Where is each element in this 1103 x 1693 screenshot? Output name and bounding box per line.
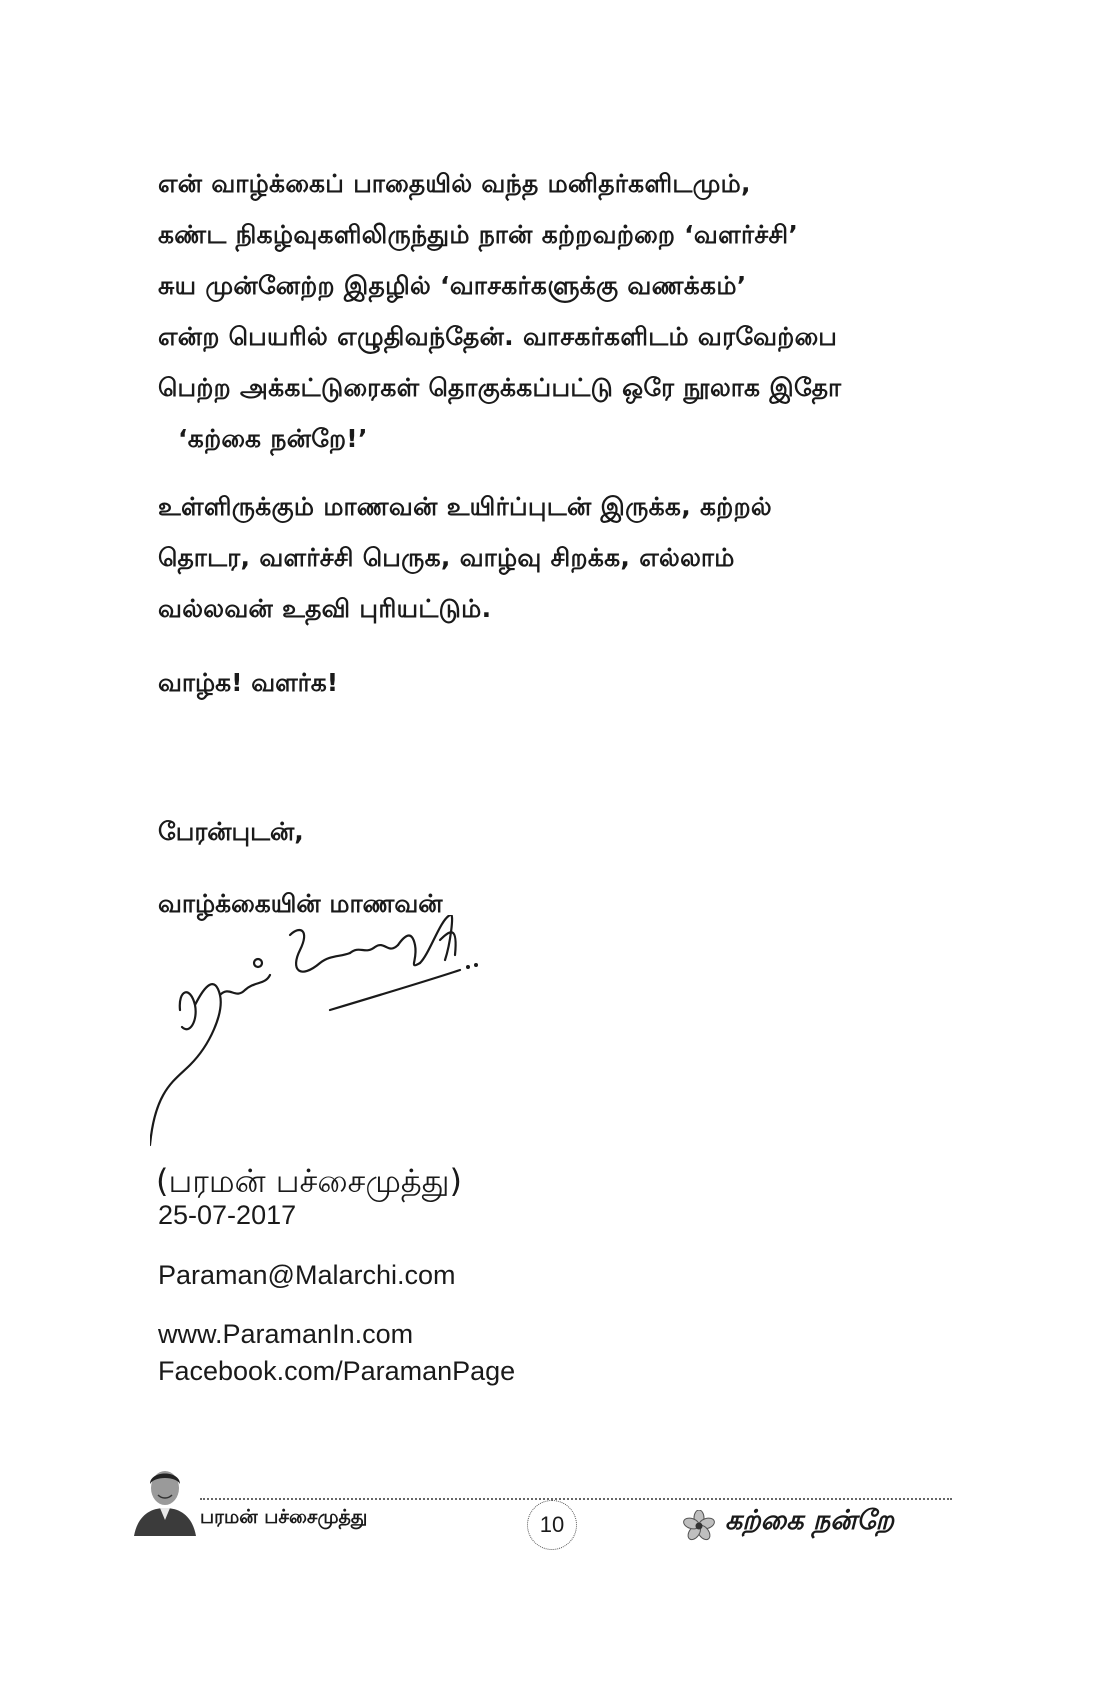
paragraph-line: கண்ட நிகழ்வுகளிலிருந்தும் நான் கற்றவற்றை ‘வளர்ச்சி’: [158, 220, 799, 249]
facebook-link[interactable]: Facebook.com/ParamanPage: [158, 1356, 516, 1386]
email-link[interactable]: Paraman@Malarchi.com: [158, 1260, 456, 1290]
letter-date: 25-07-2017: [158, 1200, 297, 1230]
paragraph-line: ‘கற்கை நன்றே!’: [178, 424, 368, 453]
paragraph-line: என்ற பெயரில் எழுதிவந்தேன். வாசகர்களிடம் வரவேற்பை: [158, 322, 838, 351]
intro-paragraph: [158, 158, 958, 464]
flower-icon: [683, 1510, 715, 1542]
paragraph-line: வல்லவன் உதவி புரியட்டும்.: [158, 594, 492, 623]
footer-author-name: பரமன் பச்சைமுத்து: [200, 1506, 368, 1528]
paragraph-line: பெற்ற அக்கட்டுரைகள் தொகுக்கப்பட்டு ஒரே நூலாக இதோ: [158, 373, 842, 402]
signer-title: வாழ்க்கையின் மாணவன்: [158, 889, 443, 918]
blessing-text: வாழ்க! வளர்க!: [158, 668, 339, 697]
website-link[interactable]: www.ParamanIn.com: [158, 1319, 414, 1349]
paragraph-line: தொடர, வளர்ச்சி பெருக, வாழ்வு சிறக்க, எல்லாம்: [158, 543, 735, 572]
paragraph-line: உள்ளிருக்கும் மாணவன் உயிர்ப்புடன் இருக்க, கற்றல்: [158, 492, 772, 521]
footer-book-title: கற்கை நன்றே: [725, 1505, 894, 1536]
signer-name: (பரமன் பச்சைமுத்து): [156, 1162, 462, 1200]
wish-paragraph: [158, 481, 958, 634]
paragraph-line: என் வாழ்க்கைப் பாதையில் வந்த மனிதர்களிடமும்,: [158, 169, 751, 198]
salutation-text: பேரன்புடன்,: [158, 817, 304, 846]
paragraph-line: சுய முன்னேற்ற இதழில் ‘வாசகர்களுக்கு வணக்கம்’: [158, 271, 747, 300]
author-photo: [130, 1462, 200, 1536]
signature-image: [150, 915, 530, 1155]
footer-divider: [200, 1498, 952, 1500]
page-number: 10: [527, 1500, 577, 1550]
